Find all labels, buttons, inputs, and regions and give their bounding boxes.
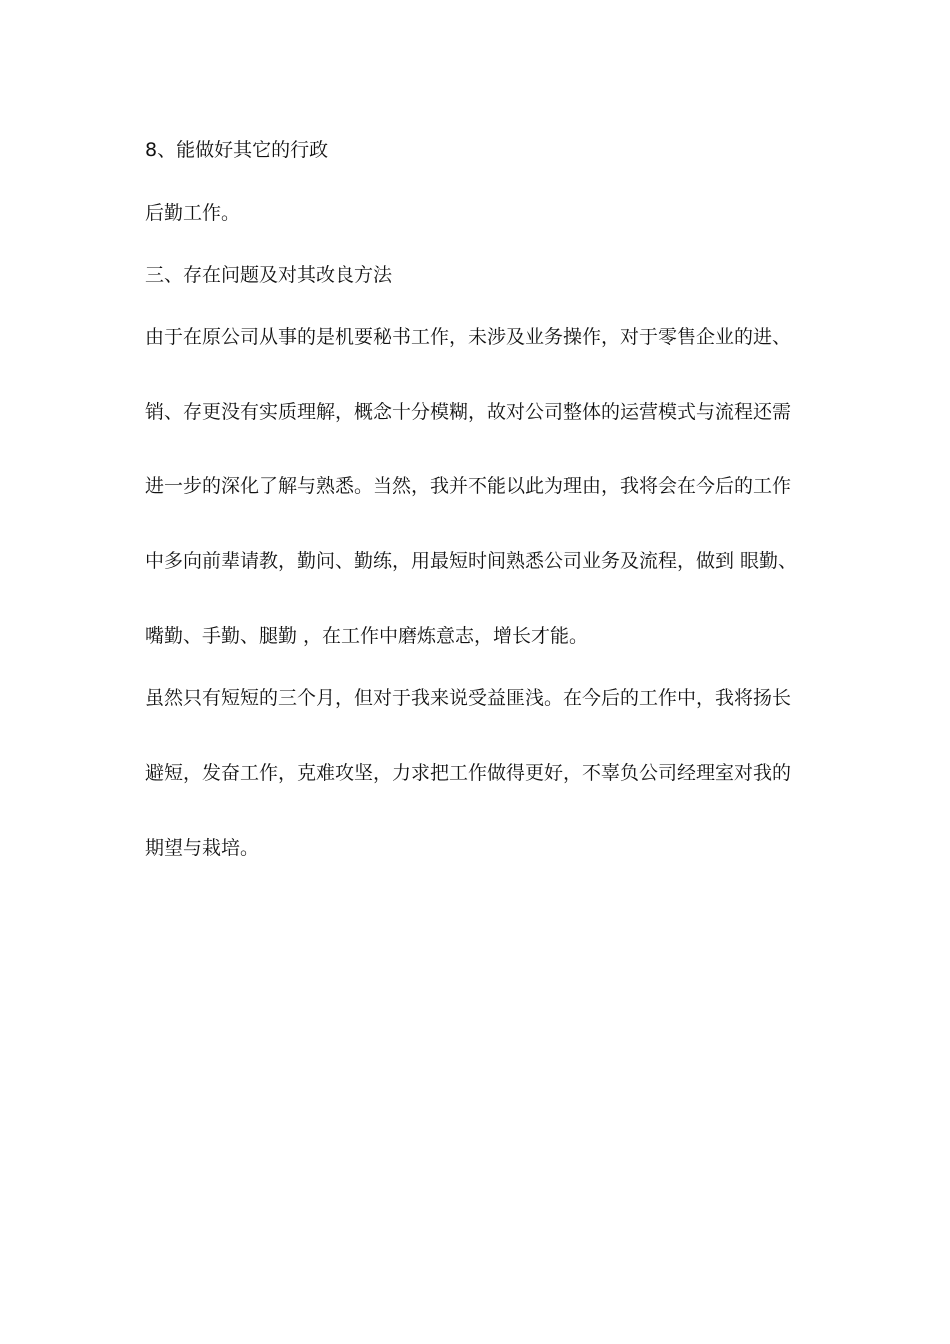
- list-item-8: 8、能做好其它的行政: [145, 139, 329, 161]
- section-heading-3: 三、存在问题及对其改良方法: [145, 264, 393, 286]
- paragraph-line: 进一步的深化了解与熟悉。当然，我并不能以此为理由，我将会在今后的工作: [145, 475, 792, 497]
- paragraph-line: 销、存更没有实质理解，概念十分模糊，故对公司整体的运营模式与流程还需: [145, 401, 792, 423]
- paragraph-line: 避短，发奋工作，克难攻坚，力求把工作做得更好，不辜负公司经理室对我的: [145, 762, 792, 784]
- paragraph-line: 嘴勤、手勤、腿勤 ，在工作中磨炼意志，增长才能。: [145, 625, 589, 647]
- paragraph-line: 虽然只有短短的三个月，但对于我来说受益匪浅。在今后的工作中，我将扬长: [145, 687, 792, 709]
- list-item-8-continuation: 后勤工作。: [145, 202, 241, 224]
- paragraph-line: 由于在原公司从事的是机要秘书工作，未涉及业务操作，对于零售企业的进、: [145, 326, 792, 348]
- paragraph-line: 中多向前辈请教，勤问、勤练，用最短时间熟悉公司业务及流程，做到 眼勤、: [145, 550, 798, 572]
- paragraph-line: 期望与栽培。: [145, 837, 260, 859]
